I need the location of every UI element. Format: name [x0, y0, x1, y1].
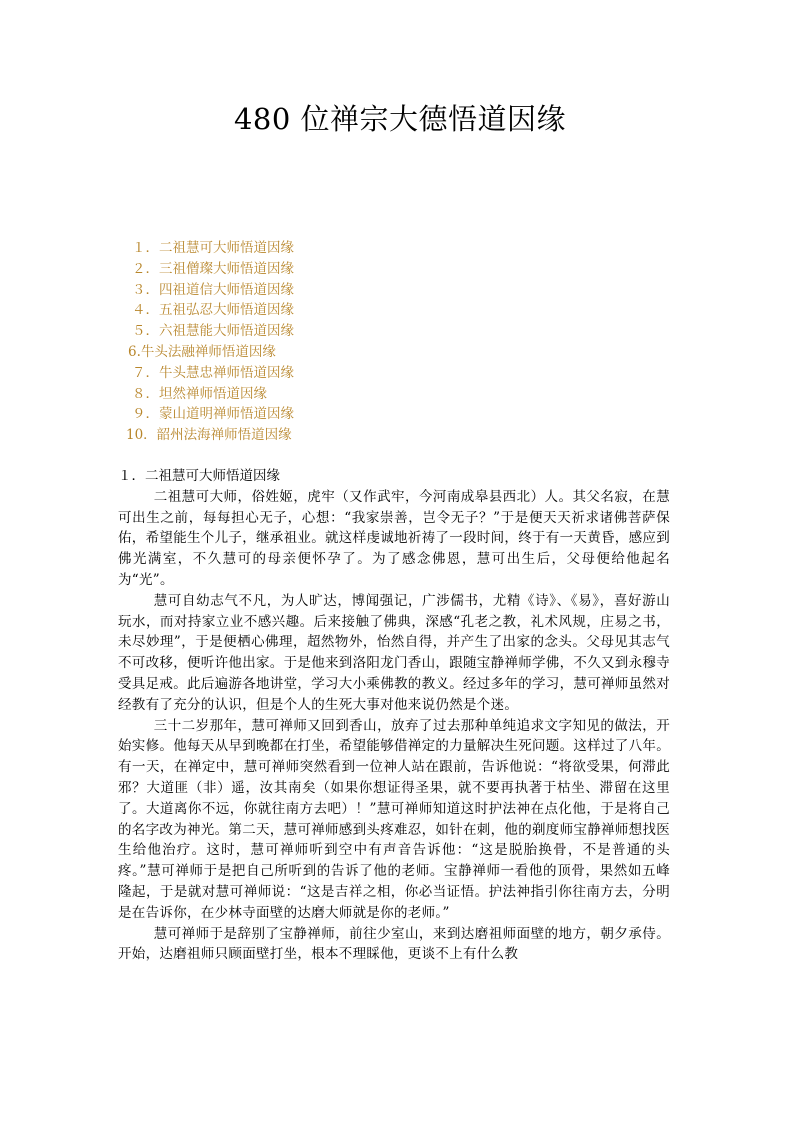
toc-item[interactable]: [132, 259, 294, 280]
table-of-contents: [126, 238, 294, 446]
toc-item[interactable]: [132, 384, 294, 405]
toc-item-label: ３．四祖道信大师悟道因缘: [132, 281, 294, 298]
paragraph: 二祖慧可大师，俗姓姬，虎牢（又作武牢，今河南成皋县西北）人。其父名寂，在慧可出生之前，每每担心无子，心想：“我家崇善，岂令无子？”于是便天天祈求诸佛菩萨保佑，希望能生个儿子，继承祖业。就这样虔诚地祈祷了一段时间，终于有一天黄昏，感应到佛光满室，不久慧可的母亲便怀孕了。为了感念佛恩，慧可出生后，父母便给他起名为“光”。: [118, 488, 670, 588]
toc-item-label: １．二祖慧可大师悟道因缘: [132, 240, 294, 256]
toc-item-label: ４．五祖弘忍大师悟道因缘: [132, 302, 294, 319]
paragraph: 慧可自幼志气不凡，为人旷达，博闻强记，广涉儒书，尤精《诗》、《易》，喜好游山玩水，而对持家立业不感兴趣。后来接触了佛典，深感“孔老之教，礼术风规，庄易之书，未尽妙理”，于是便栖心佛理，超然物外，怡然自得，并产生了出家的念头。父母见其志气不可改移，便听许他出家。于是他来到洛阳龙门香山，跟随宝静禅师学佛，不久又到永穆寺受具足戒。此后遍游各地讲堂，学习大小乘佛教的教义。经过多年的学习，慧可禅师虽然对经教有了充分的认识，但是个人的生死大事对他来说仍然是个迷。: [118, 592, 670, 713]
document-title: 480 位禅宗大德悟道因缘: [233, 102, 567, 136]
paragraph: 三十二岁那年，慧可禅师又回到香山，放弃了过去那种单纯追求文字知见的做法，开始实修。他每天从早到晚都在打坐，希望能够借禅定的力量解决生死问题。这样过了八年。有一天，在禅定中，慧可禅师突然看到一位神人站在跟前，告诉他说：“将欲受果，何滞此邪？大道匪（非）遥，汝其南矣（如果你想证得圣果，就不要再执著于枯坐、滞留在这里了。大道离你不远，你就往南方去吧）！”慧可禅师知道这时护法神在点化他，于是将自己的名字改为神光。第二天，慧可禅师感到头疼难忍，如针在刺，他的剃度师宝静禅师想找医生给他治疗。这时，慧可禅师听到空中有声音告诉他：“这是脱胎换骨，不是普通的头疼。”慧可禅师于是把自己所听到的告诉了他的老师。宝静禅师一看他的顶骨，果然如五峰隆起，于是就对慧可禅师说：“这是吉祥之相，你必当证悟。护法神指引你往南方去，分明是在告诉你，在少林寺面壁的达磨大师就是你的老师。”: [118, 717, 670, 921]
toc-item-label: ９．蒙山道明禅师悟道因缘: [132, 406, 294, 423]
toc-item-label: 10．韶州法海禅师悟道因缘: [126, 427, 292, 444]
toc-item[interactable]: [132, 238, 294, 259]
toc-item[interactable]: [132, 300, 294, 321]
paragraph: 慧可禅师于是辞别了宝静禅师，前往少室山，来到达磨祖师面壁的地方，朝夕承侍。开始，达磨祖师只顾面壁打坐，根本不理睬他，更谈不上有什么教: [118, 925, 670, 963]
toc-item-label: ７．牛头慧忠禅师悟道因缘: [132, 364, 294, 381]
section-heading: １．二祖慧可大师悟道因缘: [118, 468, 280, 484]
toc-item-label: ８．坦然禅师悟道因缘: [132, 385, 267, 402]
toc-item[interactable]: [126, 425, 294, 446]
toc-item[interactable]: [132, 321, 294, 342]
toc-item-label: ２．三祖僧璨大师悟道因缘: [132, 260, 294, 277]
toc-item[interactable]: [132, 363, 294, 384]
toc-item-label: ５．六祖慧能大师悟道因缘: [132, 323, 294, 340]
toc-item[interactable]: [132, 404, 294, 425]
toc-item[interactable]: [128, 342, 294, 363]
toc-item-label: 6.牛头法融禅师悟道因缘: [128, 343, 276, 360]
toc-item[interactable]: [132, 280, 294, 301]
section-body: [118, 466, 670, 965]
